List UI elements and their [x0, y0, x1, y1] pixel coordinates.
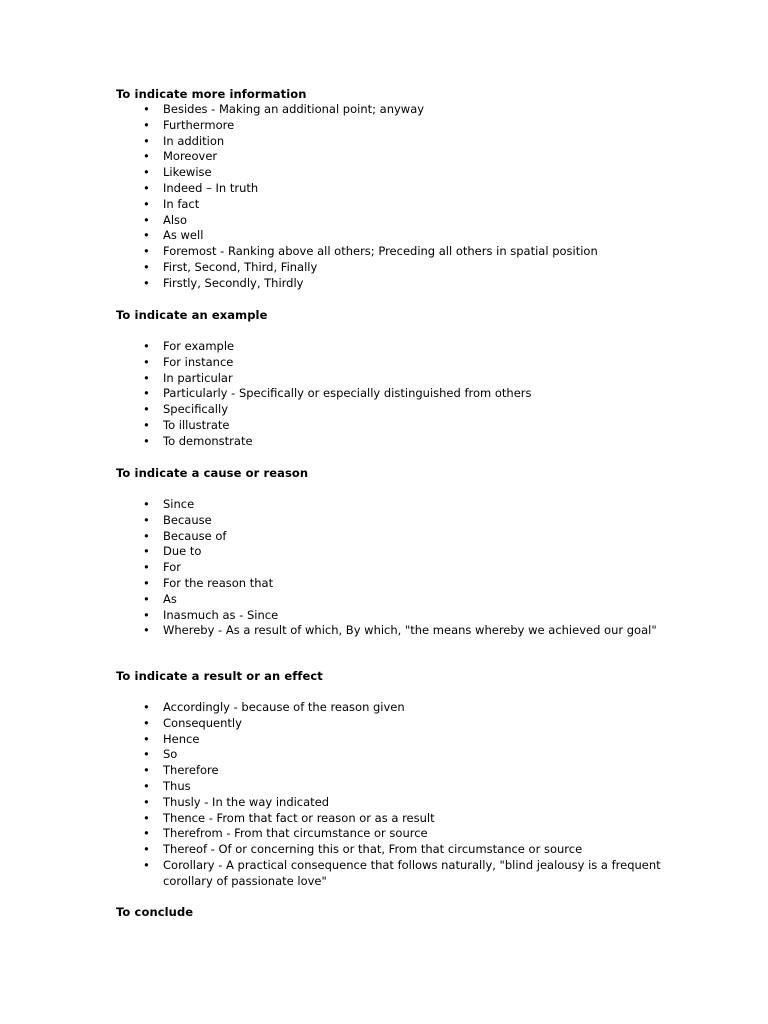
- list-item: • Furthermore: [116, 118, 676, 134]
- section-heading: To indicate a cause or reason: [116, 466, 309, 480]
- list-item: • In addition: [116, 134, 676, 150]
- section-cause-reason: [116, 465, 676, 639]
- list-item: • Consequently: [116, 716, 676, 732]
- list-item: • To demonstrate: [116, 434, 676, 450]
- list-item: • Specifically: [116, 402, 676, 418]
- list-item: • In particular: [116, 371, 676, 387]
- list-item: • Hence: [116, 732, 676, 748]
- section-heading: To indicate an example: [116, 308, 268, 322]
- section-heading: To indicate a result or an effect: [116, 669, 323, 683]
- list-item: • Besides - Making an additional point; anyway: [116, 102, 676, 118]
- list-item: • As well: [116, 228, 676, 244]
- section-example: [116, 307, 676, 450]
- section-conclude: [116, 904, 676, 920]
- list-item: • Due to: [116, 544, 676, 560]
- list-item: • Whereby - As a result of which, By which, "the means whereby we achieved our goal": [116, 623, 676, 639]
- bullet-list: [116, 497, 676, 639]
- list-item: • Therefrom - From that circumstance or source: [116, 826, 676, 842]
- list-item: • Also: [116, 213, 676, 229]
- list-item: • As: [116, 592, 676, 608]
- list-item: • Inasmuch as - Since: [116, 608, 676, 624]
- list-item: • Foremost - Ranking above all others; Preceding all others in spatial position: [116, 244, 676, 260]
- list-item: • Since: [116, 497, 676, 513]
- list-item: • Thereof - Of or concerning this or that, From that circumstance or source: [116, 842, 676, 858]
- list-item: • Moreover: [116, 149, 676, 165]
- list-item: • Thus: [116, 779, 676, 795]
- list-item: • Likewise: [116, 165, 676, 181]
- list-item: • To illustrate: [116, 418, 676, 434]
- section-result-effect: [116, 668, 676, 890]
- bullet-list: [116, 102, 676, 292]
- list-item: • Because of: [116, 529, 676, 545]
- list-item: • Because: [116, 513, 676, 529]
- list-item: • Indeed – In truth: [116, 181, 676, 197]
- list-item: • So: [116, 747, 676, 763]
- bullet-list: [116, 339, 676, 450]
- list-item: • For the reason that: [116, 576, 676, 592]
- list-item: • Thusly - In the way indicated: [116, 795, 676, 811]
- list-item: • Firstly, Secondly, Thirdly: [116, 276, 676, 292]
- bullet-list: [116, 700, 676, 890]
- section-heading: To indicate more information: [116, 87, 307, 101]
- list-item: • In fact: [116, 197, 676, 213]
- list-item: • For example: [116, 339, 676, 355]
- list-item: • Accordingly - because of the reason given: [116, 700, 676, 716]
- section-heading: To conclude: [116, 905, 194, 919]
- list-item: • Therefore: [116, 763, 676, 779]
- section-more-information: [116, 86, 676, 292]
- list-item: • For: [116, 560, 676, 576]
- list-item: • Thence - From that fact or reason or as a result: [116, 811, 676, 827]
- list-item: • For instance: [116, 355, 676, 371]
- list-item: • Corollary - A practical consequence that follows naturally, "blind jealousy is a frequent corollary of passionate love": [116, 858, 676, 890]
- list-item: • First, Second, Third, Finally: [116, 260, 676, 276]
- list-item: • Particularly - Specifically or especially distinguished from others: [116, 386, 676, 402]
